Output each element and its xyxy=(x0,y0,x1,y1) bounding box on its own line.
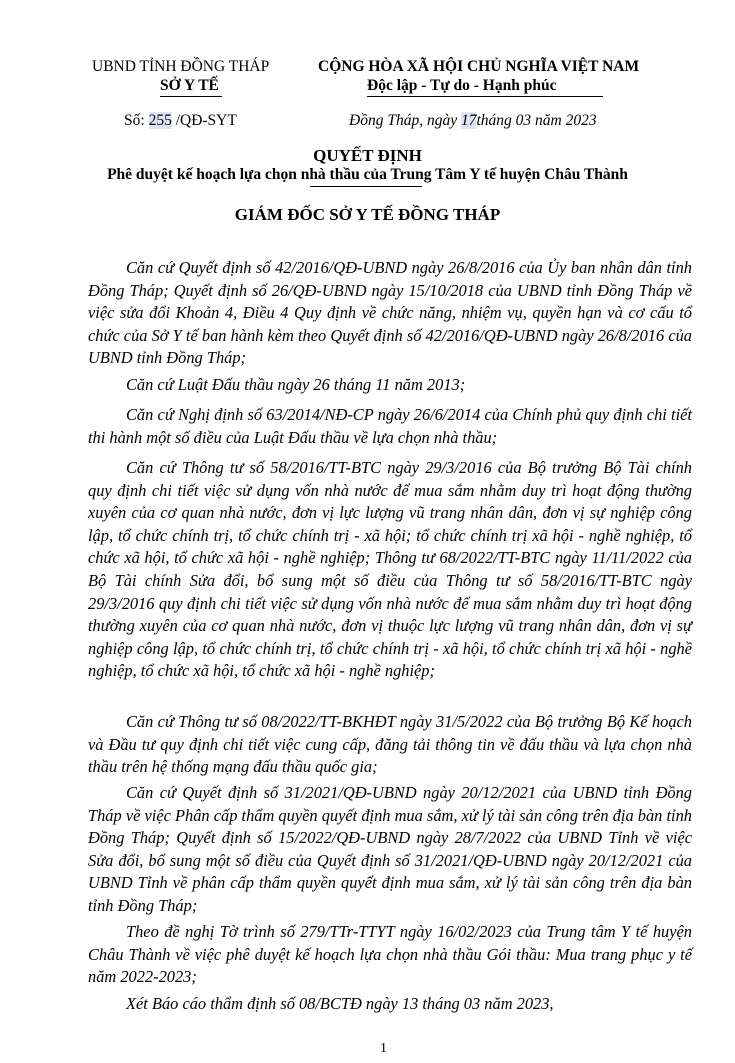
number-suffix: /QĐ-SYT xyxy=(175,112,237,129)
number-value: 255 xyxy=(148,112,172,129)
nation-title: CỘNG HÒA XÃ HỘI CHỦ NGHĨA VIỆT NAM xyxy=(318,58,640,75)
paragraph-proposal: Theo đề nghị Tờ trình số 279/TTr-TTYT ngày 16/02/2023 của Trung tâm Y tế huyện Châu Thành về việc phê duyệt kế hoạch lựa chọn nhà thầu Gói thầu: Mua trang phục y tế năm 2022-2023; xyxy=(88,922,692,987)
page-number: 1 xyxy=(380,1041,387,1056)
paragraph-legal-basis-3: Căn cứ Nghị định số 63/2014/NĐ-CP ngày 26/6/2014 của Chính phủ quy định chi tiết thi hành một số điều của Luật Đấu thầu về lựa chọn nhà thầu; xyxy=(88,405,692,447)
date-suffix: tháng 03 năm 2023 xyxy=(476,112,597,129)
org-name: SỞ Y TẾ xyxy=(160,77,219,94)
issuer-title: GIÁM ĐỐC SỞ Y TẾ ĐỒNG THÁP xyxy=(234,205,501,224)
number-prefix: Số: xyxy=(124,112,145,129)
paragraph-legal-basis-1: Căn cứ Quyết định số 42/2016/QĐ-UBND ngày 26/8/2016 của Ủy ban nhân dân tỉnh Đồng Tháp; Quyết định số 26/QĐ-UBND ngày 15/10/2018 của UBND tỉnh Đồng Tháp về việc sửa đổi Khoản 4, Điều 4 Quy định về chức năng, nhiệm vụ, quyền hạn và cơ cấu tổ chức của Sở Y tế ban hành kèm theo Quyết định số 42/2016/QĐ-UBND ngày 26/8/2016 của UBND tỉnh Đồng Tháp; xyxy=(88,258,692,368)
document-number xyxy=(124,112,237,130)
issue-date xyxy=(349,112,597,130)
subject-underline xyxy=(310,186,422,187)
document-subject: Phê duyệt kế hoạch lựa chọn nhà thầu của Trung Tâm Y tế huyện Châu Thành xyxy=(107,166,628,183)
document-type: QUYẾT ĐỊNH xyxy=(313,146,422,165)
date-prefix: Đồng Tháp, ngày xyxy=(349,112,458,129)
motto: Độc lập - Tự do - Hạnh phúc xyxy=(367,77,557,94)
paragraph-legal-basis-6: Căn cứ Quyết định số 31/2021/QĐ-UBND ngày 20/12/2021 của UBND tỉnh Đồng Tháp về việc Phân cấp thẩm quyền quyết định mua sắm, xử lý tài sản công trên địa bàn tỉnh Đồng Tháp; Quyết định số 15/2022/QĐ-UBND ngày 28/7/2022 của UBND Tỉnh về việc Sửa đổi, bổ sung một số điều của Quyết định số 31/2021/QĐ-UBND ngày 20/12/2021 của UBND Tỉnh về phân cấp thẩm quyền quyết định mua sắm, xử lý tài sản công trên địa bàn tỉnh Đồng Tháp; xyxy=(88,783,692,915)
paragraph-legal-basis-4: Căn cứ Thông tư số 58/2016/TT-BTC ngày 29/3/2016 của Bộ trưởng Bộ Tài chính quy định chi tiết việc sử dụng vốn nhà nước để mua sắm nhằm duy trì hoạt động thường xuyên của cơ quan nhà nước, đơn vị lực lượng vũ trang nhân dân, đơn vị sự nghiệp công lập, tổ chức chính trị, tổ chức chính trị - xã hội; tổ chức chính trị xã hội - nghề nghiệp, tổ chức xã hội, tổ chức xã hội - nghề nghiệp; Thông tư 68/2022/TT-BTC ngày 11/11/2022 của Bộ Tài chính Sửa đổi, bổ sung một số điều của Thông tư số 58/2016/TT-BTC ngày 29/3/2016 quy định chi tiết việc sử dụng vốn nhà nước để mua sắm nhằm duy trì hoạt động thường xuyên của cơ quan nhà nước, đơn vị thuộc lực lượng vũ trang nhân dân, đơn vị sự nghiệp công lập, tổ chức chính trị, tổ chức chính trị - xã hội, tổ chức chính trị xã hội - nghề nghiệp, tổ chức xã hội, tổ chức xã hội - nghề nghiệp; xyxy=(88,458,692,681)
paragraph-legal-basis-2: Căn cứ Luật Đấu thầu ngày 26 tháng 11 năm 2013; xyxy=(126,375,466,394)
paragraph-appraisal: Xét Báo cáo thẩm định số 08/BCTĐ ngày 13 tháng 03 năm 2023, xyxy=(126,994,554,1013)
date-day: 17 xyxy=(460,112,477,129)
motto-underline xyxy=(367,96,603,97)
paragraph-legal-basis-5: Căn cứ Thông tư số 08/2022/TT-BKHĐT ngày 31/5/2022 của Bộ trưởng Bộ Kế hoạch và Đầu tư quy định chi tiết việc cung cấp, đăng tải thông tin về đấu thầu và lựa chọn nhà thầu trên hệ thống mạng đấu thầu quốc gia; xyxy=(88,712,692,777)
org-underline xyxy=(160,96,222,97)
org-parent: UBND TỈNH ĐỒNG THÁP xyxy=(92,58,270,75)
